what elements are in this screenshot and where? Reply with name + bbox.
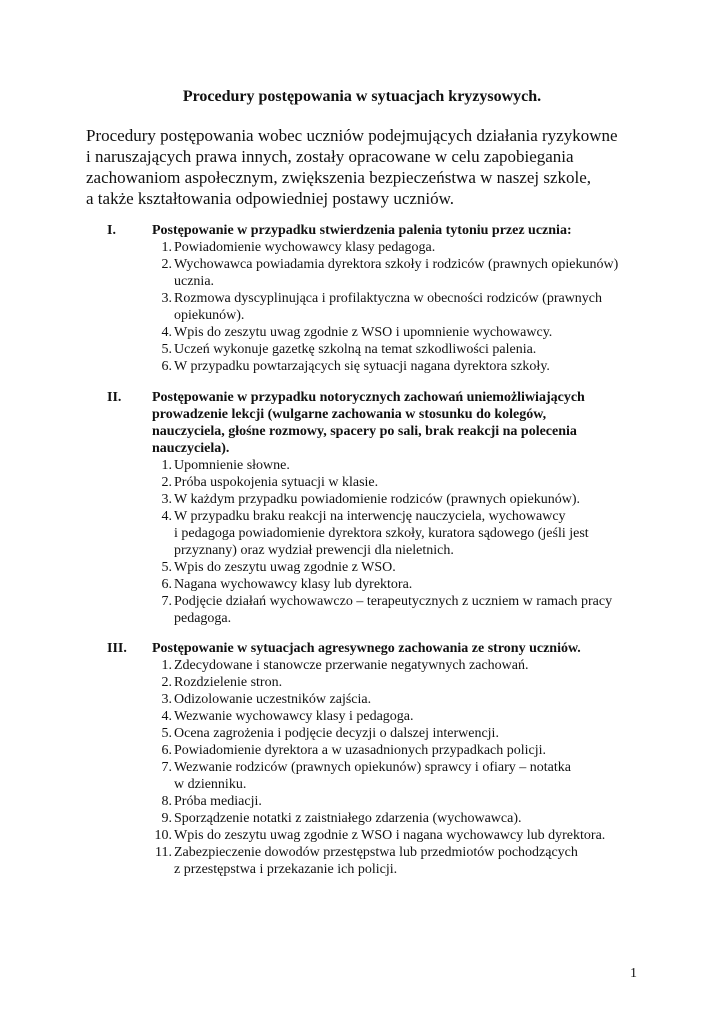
list-item-line: Uczeń wykonuje gazetkę szkolną na temat szkodliwości palenia. [174, 342, 537, 357]
list-item-line: Próba mediacji. [174, 794, 262, 809]
list-item-line: i pedagoga powiadomienie dyrektora szkoły, kuratora sądowego (jeśli jest [174, 526, 589, 541]
list-item [0, 256, 724, 290]
list-item [0, 593, 724, 627]
list-item [0, 708, 724, 725]
list-item-line: Odizolowanie uczestników zajścia. [174, 692, 372, 707]
list-item-number: 4. [161, 509, 172, 524]
list-item [0, 725, 724, 742]
list-item-number: 7. [161, 594, 172, 609]
list-item-line: W przypadku powtarzających się sytuacji nagana dyrektora szkoły. [174, 359, 550, 374]
list-item [0, 844, 724, 878]
list-item [0, 759, 724, 793]
list-item [0, 827, 724, 844]
section-heading-line: nauczyciela). [152, 441, 230, 456]
list-item [0, 674, 724, 691]
list-item [0, 290, 724, 324]
list-item-number: 1. [161, 458, 172, 473]
list-item [0, 324, 724, 341]
list-item-text [174, 559, 654, 576]
list-item-line: Ocena zagrożenia i podjęcie decyzji o dalszej interwencji. [174, 726, 499, 741]
list-item [0, 576, 724, 593]
list-item-number: 6. [161, 743, 172, 758]
list-item-line: opiekunów). [174, 308, 245, 323]
list-item-line: W przypadku braku reakcji na interwencję nauczyciela, wychowawcy [174, 509, 566, 524]
list-item-number: 9. [161, 811, 172, 826]
list-item-text [174, 657, 654, 674]
section-heading-line: Postępowanie w przypadku stwierdzenia palenia tytoniu przez ucznia: [152, 223, 572, 238]
list-item-text [174, 324, 654, 341]
list-item-number: 5. [161, 342, 172, 357]
list-item-line: Powiadomienie wychowawcy klasy pedagoga. [174, 240, 436, 255]
list-item [0, 358, 724, 375]
list-item-line: Wpis do zeszytu uwag zgodnie z WSO i upomnienie wychowawcy. [174, 325, 553, 340]
list-item-number: 5. [161, 560, 172, 575]
list-item-text [174, 358, 654, 375]
list-item-text [174, 708, 654, 725]
list-item-number: 7. [161, 760, 172, 775]
list-item [0, 559, 724, 576]
list-item-text [174, 844, 654, 878]
section-heading-line: prowadzenie lekcji (wulgarne zachowania w stosunku do kolegów, [152, 407, 547, 422]
list-item [0, 491, 724, 508]
list-item-line: w dzienniku. [174, 777, 247, 792]
list-item-text [174, 593, 654, 627]
intro-line: a także kształtowania odpowiedniej postawy uczniów. [86, 189, 455, 208]
list-item-text [174, 256, 654, 290]
list-item-line: Wpis do zeszytu uwag zgodnie z WSO i nagana wychowawcy lub dyrektora. [174, 828, 606, 843]
list-item-line: Zdecydowane i stanowcze przerwanie negatywnych zachowań. [174, 658, 529, 673]
list-item-line: Wezwanie wychowawcy klasy i pedagoga. [174, 709, 414, 724]
list-item-line: Próba uspokojenia sytuacji w klasie. [174, 475, 379, 490]
list-item [0, 239, 724, 256]
list-item-text [174, 239, 654, 256]
list-item-line: pedagoga. [174, 611, 232, 626]
list-item-line: Podjęcie działań wychowawczo – terapeutycznych z uczniem w ramach pracy [174, 594, 613, 609]
list-item-text [174, 759, 654, 793]
list-item-text [174, 491, 654, 508]
list-item-text [174, 474, 654, 491]
list-item-number: 3. [161, 291, 172, 306]
list-item-text [174, 576, 654, 593]
list-item-line: Powiadomienie dyrektora a w uzasadnionych przypadkach policji. [174, 743, 547, 758]
section-heading [152, 640, 652, 657]
list-item-number: 2. [161, 475, 172, 490]
list-item-text [174, 827, 654, 844]
list-item-number: 11. [155, 845, 172, 860]
list-item-text [174, 341, 654, 358]
list-item-text [174, 742, 654, 759]
section-heading [152, 389, 652, 457]
section-heading [152, 222, 652, 239]
list-item-number: 10. [154, 828, 172, 843]
list-item-line: Rozdzielenie stron. [174, 675, 283, 690]
intro-line: Procedury postępowania wobec uczniów podejmujących działania ryzykowne [86, 126, 618, 145]
list-item-line: Wpis do zeszytu uwag zgodnie z WSO. [174, 560, 396, 575]
list-item-line: Wezwanie rodziców (prawnych opiekunów) sprawcy i ofiary – notatka [174, 760, 571, 775]
list-item [0, 657, 724, 674]
page-number: 1 [630, 966, 637, 981]
list-item-line: Wychowawca powiadamia dyrektora szkoły i rodziców (prawnych opiekunów) [174, 257, 619, 272]
list-item-number: 2. [161, 257, 172, 272]
list-item-number: 6. [161, 577, 172, 592]
list-item-line: z przestępstwa i przekazanie ich policji. [174, 862, 398, 877]
section-heading-line: Postępowanie w sytuacjach agresywnego zachowania ze strony uczniów. [152, 641, 581, 656]
section-numeral: I. [107, 223, 116, 238]
list-item [0, 474, 724, 491]
intro-line: zachowaniom aspołecznym, zwiększenia bezpieczeństwa w naszej szkole, [86, 168, 592, 187]
list-item-number: 2. [161, 675, 172, 690]
list-item [0, 793, 724, 810]
list-item-line: ucznia. [174, 274, 215, 289]
list-item-line: Zabezpieczenie dowodów przestępstwa lub przedmiotów pochodzących [174, 845, 578, 860]
list-item-number: 4. [161, 325, 172, 340]
list-item-line: W każdym przypadku powiadomienie rodziców (prawnych opiekunów). [174, 492, 581, 507]
list-item [0, 341, 724, 358]
list-item [0, 810, 724, 827]
page-title: Procedury postępowania w sytuacjach kryzysowych. [182, 88, 542, 105]
list-item-text [174, 691, 654, 708]
section-heading-line: nauczyciela, głośne rozmowy, spacery po sali, brak reakcji na polecenia [152, 424, 577, 439]
list-item [0, 742, 724, 759]
list-item-text [174, 725, 654, 742]
list-item-text [174, 457, 654, 474]
list-item-number: 3. [161, 692, 172, 707]
list-item-line: przyznany) oraz wydział prewencji dla nieletnich. [174, 543, 454, 558]
list-item-line: Sporządzenie notatki z zaistniałego zdarzenia (wychowawca). [174, 811, 522, 826]
list-item-number: 1. [161, 240, 172, 255]
list-item-number: 5. [161, 726, 172, 741]
list-item-text [174, 508, 654, 559]
list-item-text [174, 810, 654, 827]
list-item-line: Nagana wychowawcy klasy lub dyrektora. [174, 577, 413, 592]
list-item [0, 457, 724, 474]
intro-line: i naruszających prawa innych, zostały opracowane w celu zapobiegania [86, 147, 574, 166]
list-item-number: 6. [161, 359, 172, 374]
list-item-text [174, 290, 654, 324]
list-item-line: Upomnienie słowne. [174, 458, 290, 473]
list-item-number: 8. [161, 794, 172, 809]
list-item-text [174, 674, 654, 691]
list-item [0, 508, 724, 559]
list-item-number: 1. [161, 658, 172, 673]
list-item-number: 4. [161, 709, 172, 724]
intro-paragraph [86, 125, 686, 209]
list-item-line: Rozmowa dyscyplinująca i profilaktyczna w obecności rodziców (prawnych [174, 291, 603, 306]
section-heading-line: Postępowanie w przypadku notorycznych zachowań uniemożliwiających [152, 390, 585, 405]
list-item [0, 691, 724, 708]
list-item-number: 3. [161, 492, 172, 507]
section-numeral: III. [107, 641, 127, 656]
list-item-text [174, 793, 654, 810]
section-numeral: II. [107, 390, 122, 405]
